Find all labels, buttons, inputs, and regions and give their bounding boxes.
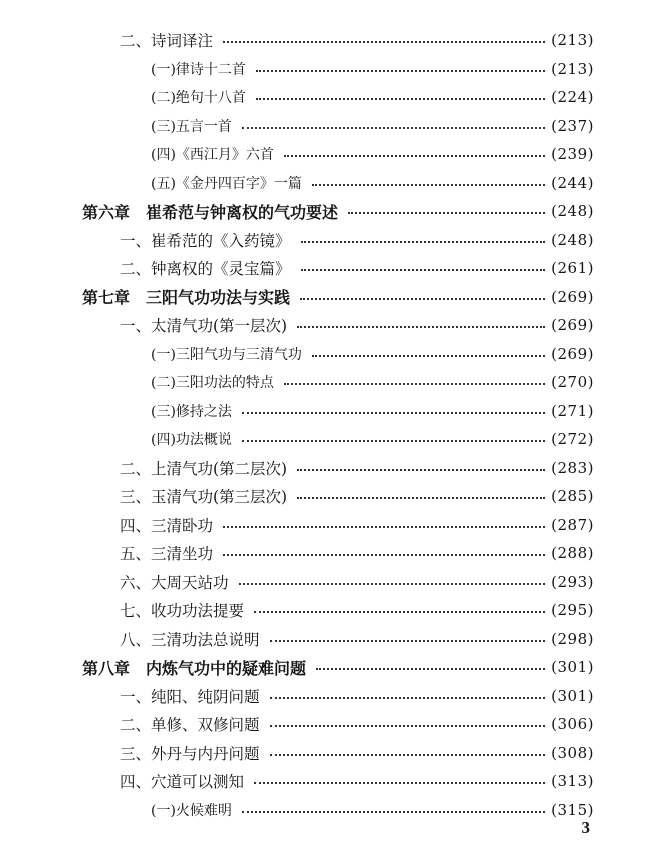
toc-entry-title: (三)五言一首 [151, 118, 232, 135]
toc-subsection-row [0, 169, 648, 198]
toc-entry-title: (一)火候难明 [151, 802, 232, 819]
dot-leader [254, 782, 545, 784]
dot-leader [223, 554, 545, 556]
toc-entry-page: (288) [551, 544, 594, 563]
dot-leader [270, 754, 546, 756]
toc-entry-page: (308) [551, 743, 594, 762]
toc-entry-title: 一、太清气功(第一层次) [120, 317, 288, 336]
toc-entry-title: 五、三清坐功 [120, 545, 214, 564]
toc-section-row [0, 625, 648, 654]
dot-leader [316, 668, 545, 670]
toc-entry-title: 二、诗词译注 [120, 32, 214, 51]
dot-leader [284, 155, 545, 157]
toc-section-row [0, 767, 648, 796]
toc-chapter-row [0, 283, 648, 312]
toc-entry-page: (315) [551, 800, 594, 819]
dot-leader [254, 611, 545, 613]
toc-entry-page: (244) [551, 173, 594, 192]
dot-leader [297, 326, 545, 328]
toc-section-row [0, 226, 648, 255]
toc-section-row [0, 26, 648, 55]
toc-entry-title: 一、崔希范的《入药镜》 [120, 231, 291, 250]
toc-entry-title: 二、钟离权的《灵宝篇》 [120, 260, 291, 279]
toc-entry-title: 二、上清气功(第二层次) [120, 459, 288, 478]
toc-section-row [0, 568, 648, 597]
toc-section-row [0, 254, 648, 283]
dot-leader [270, 725, 546, 727]
toc-entry-title: 第六章 崔希范与钟离权的气功要述 [82, 202, 339, 222]
toc-entry-title: 第八章 内炼气功中的疑难问题 [82, 658, 307, 678]
toc-subsection-row [0, 397, 648, 426]
toc-entry-page: (293) [551, 572, 594, 591]
toc-entry-page: (248) [551, 202, 594, 221]
toc-entry-page: (224) [551, 88, 594, 107]
toc-subsection-row [0, 140, 648, 169]
dot-leader [223, 41, 545, 43]
toc-entry-page: (306) [551, 715, 594, 734]
toc-section-row [0, 311, 648, 340]
toc-subsection-row [0, 796, 648, 825]
toc-entry-title: 一、纯阳、纯阴问题 [120, 687, 260, 706]
dot-leader [242, 440, 545, 442]
dot-leader [284, 383, 545, 385]
toc-entry-title: (四)功法概说 [151, 432, 232, 449]
toc-entry-page: (272) [551, 430, 594, 449]
toc-entry-title: (三)修持之法 [151, 403, 232, 420]
toc-entry-page: (298) [551, 629, 594, 648]
toc-entry-title: 三、外丹与内丹问题 [120, 744, 260, 763]
toc-entry-title: 三、玉清气功(第三层次) [120, 488, 288, 507]
toc-entry-title: 八、三清功法总说明 [120, 630, 260, 649]
toc-section-row [0, 511, 648, 540]
toc-section-row [0, 596, 648, 625]
toc-section-row [0, 682, 648, 711]
toc-entry-page: (301) [551, 658, 594, 677]
dot-leader [297, 497, 545, 499]
toc-entry-title: 二、单修、双修问题 [120, 716, 260, 735]
toc-entry-page: (313) [551, 772, 594, 791]
toc-entry-title: (四)《西江月》六首 [151, 147, 274, 164]
dot-leader [223, 526, 545, 528]
toc-subsection-row [0, 425, 648, 454]
toc-subsection-row [0, 55, 648, 84]
toc-section-row [0, 539, 648, 568]
toc-subsection-row [0, 83, 648, 112]
toc-entry-page: (269) [551, 316, 594, 335]
dot-leader [256, 98, 545, 100]
toc-section-row [0, 739, 648, 768]
toc-entry-page: (295) [551, 601, 594, 620]
toc-entry-page: (239) [551, 145, 594, 164]
toc-entry-title: (五)《金丹四百字》一篇 [151, 175, 302, 192]
dot-leader [270, 640, 546, 642]
page-number: 3 [581, 818, 590, 837]
dot-leader [312, 184, 545, 186]
toc-entry-page: (269) [551, 287, 594, 306]
toc-entry-title: 第七章 三阳气功功法与实践 [82, 288, 291, 308]
toc-entry-title: (二)绝句十八首 [151, 90, 246, 107]
toc-entry-page: (270) [551, 373, 594, 392]
toc-section-row [0, 482, 648, 511]
toc-entry-page: (213) [551, 31, 594, 50]
toc-entry-page: (283) [551, 458, 594, 477]
toc-section-row [0, 710, 648, 739]
dot-leader [312, 355, 545, 357]
toc-section-row [0, 454, 648, 483]
toc-subsection-row [0, 112, 648, 141]
toc-entry-title: 四、穴道可以测知 [120, 773, 245, 792]
toc-entry-page: (285) [551, 487, 594, 506]
toc-entry-title: (一)三阳气功与三清气功 [151, 346, 302, 363]
dot-leader [242, 412, 545, 414]
toc-entry-title: 四、三清卧功 [120, 516, 214, 535]
toc-entry-page: (301) [551, 686, 594, 705]
toc-entry-title: 六、大周天站功 [120, 573, 229, 592]
dot-leader [301, 269, 546, 271]
toc-chapter-row [0, 197, 648, 226]
toc-entry-page: (271) [551, 401, 594, 420]
dot-leader [270, 697, 546, 699]
dot-leader [301, 241, 546, 243]
toc-entry-page: (237) [551, 116, 594, 135]
toc-entry-page: (269) [551, 344, 594, 363]
toc-subsection-row [0, 368, 648, 397]
toc-entry-page: (248) [551, 230, 594, 249]
toc-entry-page: (261) [551, 259, 594, 278]
dot-leader [242, 127, 545, 129]
dot-leader [300, 298, 545, 300]
toc-subsection-row [0, 340, 648, 369]
table-of-contents [0, 26, 648, 824]
toc-chapter-row [0, 653, 648, 682]
toc-entry-title: 七、收功功法提要 [120, 602, 245, 621]
dot-leader [348, 212, 545, 214]
dot-leader [297, 469, 545, 471]
dot-leader [239, 583, 546, 585]
toc-entry-title: (二)三阳功法的特点 [151, 375, 274, 392]
toc-entry-page: (287) [551, 515, 594, 534]
toc-entry-page: (213) [551, 59, 594, 78]
dot-leader [242, 811, 545, 813]
toc-entry-title: (一)律诗十二首 [151, 61, 246, 78]
dot-leader [256, 70, 545, 72]
